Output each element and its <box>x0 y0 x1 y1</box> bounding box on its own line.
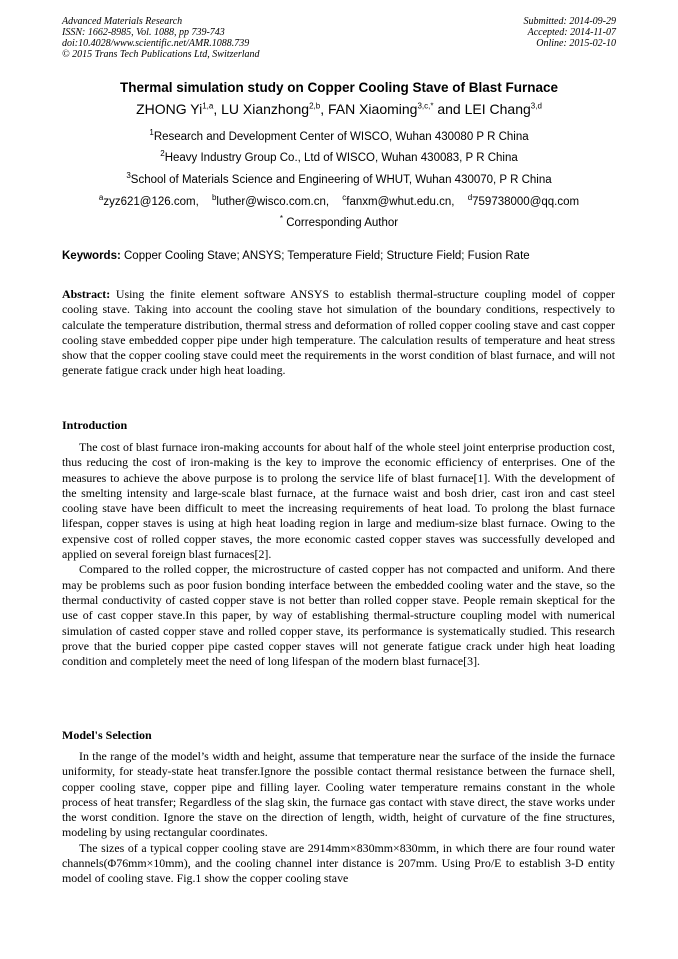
submitted-date: Submitted: 2014-09-29 <box>523 16 616 27</box>
email-superscript: b <box>211 193 217 203</box>
abstract-text: Using the finite element software ANSYS to establish thermal-structure coupling model of copper cooling stave. Taking into account the cooling stave hot simulation of the boundary conditions, respectively to calculate the temperature distribution, thermal stress and deformation of rolled copper cooling stave and cast copper cooling stave embedded copper pipe under high temperature. The calculation results of temperature and heat stress show that the copper cooling stave could meet the requirements in the worst condition of blast furnace, and will not generate fatigue crack under high heat loading. <box>62 287 615 378</box>
author-separator: , <box>320 101 328 117</box>
email-list <box>62 193 616 208</box>
corresponding-author-note <box>62 214 616 229</box>
email-entry <box>342 193 455 208</box>
affiliation-text: Heavy Industry Group Co., Ltd of WISCO, Wuhan 430083, P R China <box>164 152 518 164</box>
copyright-line: © 2015 Trans Tech Publications Ltd, Switzerland <box>62 49 260 60</box>
affiliation-3 <box>62 171 616 186</box>
affiliation-text: School of Materials Science and Engineering of WHUT, Wuhan 430070, P R China <box>130 174 552 186</box>
dates-header <box>524 16 617 49</box>
email-entry <box>211 193 330 208</box>
author-list <box>62 101 616 117</box>
section-heading-introduction: Introduction <box>62 418 128 432</box>
author-conjunction: and <box>433 101 465 117</box>
affiliation-2 <box>62 149 616 164</box>
online-date: Online: 2015-02-10 <box>536 38 616 49</box>
author-superscript: 3,d <box>530 101 542 111</box>
doi-line: doi:10.4028/www.scientific.net/AMR.1088.739 <box>62 38 250 49</box>
author-name: LEI Chang <box>464 101 531 117</box>
journal-header <box>62 16 260 60</box>
email-text: zyz621@126.com, <box>103 196 199 208</box>
corresponding-text: Corresponding Author <box>283 217 399 229</box>
keywords-line <box>62 250 616 262</box>
affiliation-superscript: 3 <box>126 171 131 181</box>
affiliation-superscript: 2 <box>160 149 165 159</box>
journal-name: Advanced Materials Research <box>62 16 183 27</box>
paper-title: Thermal simulation study on Copper Cooling Stave of Blast Furnace <box>119 80 559 95</box>
email-superscript: d <box>467 193 473 203</box>
author-name: FAN Xiaoming <box>327 101 418 117</box>
email-text: 759738000@qq.com <box>472 196 580 208</box>
email-entry <box>467 193 580 208</box>
paragraph: Compared to the rolled copper, the microstructure of casted copper has not compacted and uniform. And there may be problems such as poor fusion bonding interface between the embedded cooling water and the stave, so the thermal conductivity of casted copper stave is not better than rolled copper stave. People remain skeptical for the use of cast copper stave.In this paper, by way of establishing thermal-structure coupling model with numerical simulation of casted copper stave and rolled copper stave, its performance is systematically studied. This research prove that the buried copper pipe casted copper staves will not generate fatigue crack under high heat loading condition and completely meet the need of long lifespan of the modern blast furnace[3]. <box>62 562 615 669</box>
keywords-text: Copper Cooling Stave; ANSYS; Temperature Field; Structure Field; Fusion Rate <box>120 250 530 262</box>
paragraph: The cost of blast furnace iron-making accounts for about half of the whole steel joint enterprise production cost, thus reducing the cost of iron-making is the key to improve the economic efficiency of enterprises. One of the measures to achieve the above purpose is to prolong the service life of blast furnace[1]. With the development of the smelting intensity and large-scale blast furnace, at the furnace waist and bosh drier, cast iron and cast steel cooling stave have been difficult to meet the increasing requirements of heat load. To prolong the blast furnace lifespan, copper staves is using at high heat loading region in large and medium-size blast furnace. Owing to the expensive cost of rolled copper staves, the more economic casted copper staves was successfully developed and applied on several foreign blast furnaces[2]. <box>62 440 615 562</box>
email-text: fanxm@whut.edu.cn, <box>346 196 455 208</box>
author-superscript: 2,b <box>309 101 321 111</box>
affiliation-text: Research and Development Center of WISCO, Wuhan 430080 P R China <box>153 131 529 143</box>
email-superscript: a <box>98 193 104 203</box>
introduction-body <box>62 440 615 669</box>
email-entry <box>98 193 199 208</box>
abstract-block <box>62 287 615 379</box>
author-superscript: 3,c,* <box>417 101 434 111</box>
model-selection-body <box>62 749 615 887</box>
author-superscript: 1,a <box>202 101 214 111</box>
email-superscript: c <box>342 193 347 203</box>
corresponding-superscript: * <box>279 214 284 224</box>
issn-line: ISSN: 1662-8985, Vol. 1088, pp 739-743 <box>62 27 225 38</box>
abstract-label: Abstract: <box>62 287 111 301</box>
author-separator: , <box>213 101 222 117</box>
keywords-label: Keywords: <box>62 250 121 262</box>
paragraph: In the range of the model’s width and height, assume that temperature near the surface of the inside the furnace uniformity, for steady-state heat transfer.Ignore the possible contact thermal resistance between the furnace shell, copper cooling stave, copper pipe and filling layer. Cooling water temperature remains constant in the whole process of heat transfer; Regardless of the slag skin, the furnace gas contact with stave direct, the stave works under the worst condition. Ignore the stave on the direction of length, width, height of curvature of the fine structures, modeling by using rectangular coordinates. <box>62 749 615 840</box>
section-heading-model-selection: Model's Selection <box>62 728 152 742</box>
author-name: ZHONG Yi <box>136 101 203 117</box>
email-text: luther@wisco.com.cn, <box>216 196 330 208</box>
affiliation-1 <box>62 128 616 143</box>
affiliation-superscript: 1 <box>149 128 154 138</box>
accepted-date: Accepted: 2014-11-07 <box>527 27 616 38</box>
author-name: LU Xianzhong <box>221 101 310 117</box>
paragraph: The sizes of a typical copper cooling stave are 2914mm×830mm×830mm, in which there are four round water channels(Φ76mm×10mm), and the cooling channel inter distance is 207mm. Using Pro/E to establish 3-D entity model of cooling stave. Fig.1 show the copper cooling stave <box>62 840 615 886</box>
